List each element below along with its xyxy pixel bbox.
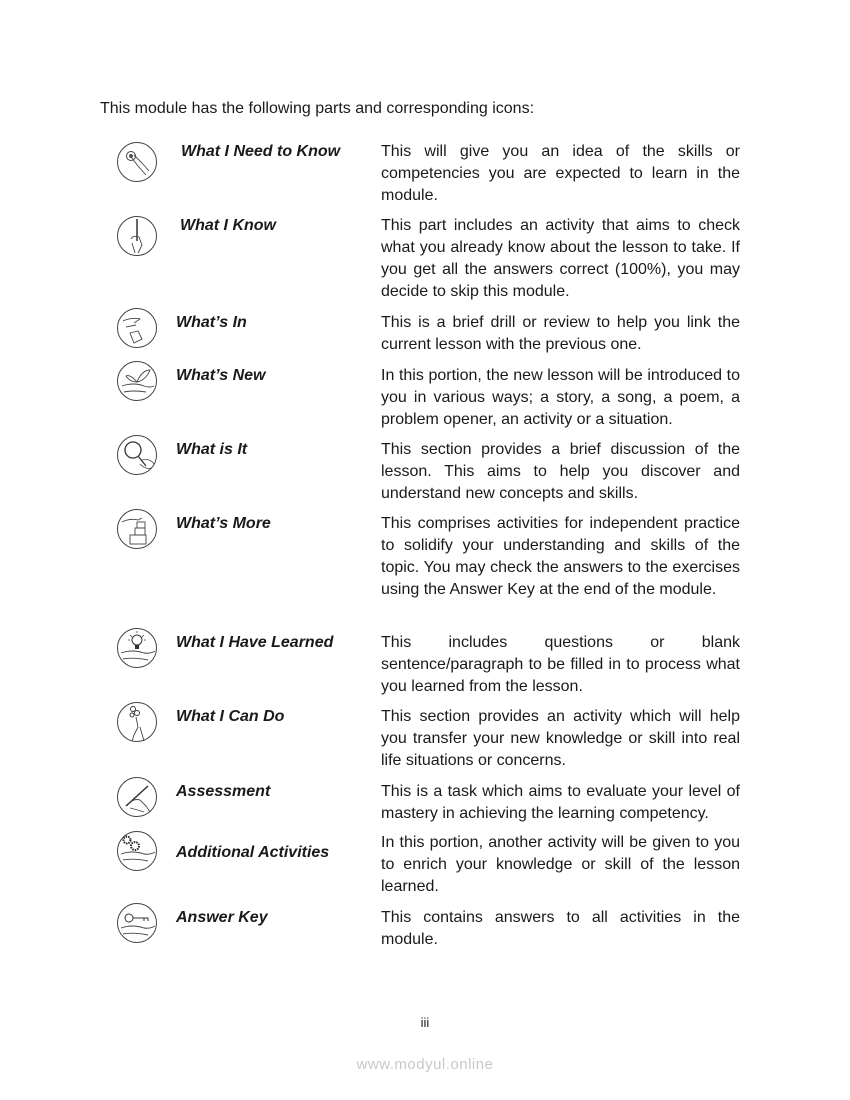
part-title: What’s New bbox=[176, 367, 266, 384]
magnifying-glass-icon bbox=[116, 434, 158, 476]
part-description: This is a task which aims to evaluate your level of mastery in achieving the learning competency. bbox=[381, 783, 740, 822]
part-description: In this portion, another activity will be given to you to enrich your knowledge or skill of the lesson learned. bbox=[381, 834, 740, 895]
part-title: What I Can Do bbox=[176, 708, 285, 725]
hand-pencil-icon bbox=[116, 215, 158, 257]
intro-text: This module has the following parts and corresponding icons: bbox=[100, 100, 535, 117]
lightbulb-hand-icon bbox=[116, 627, 158, 669]
page-number: iii bbox=[420, 1015, 430, 1030]
hand-flowers-icon bbox=[116, 701, 158, 743]
hand-pointer-icon bbox=[116, 141, 158, 183]
part-title: Assessment bbox=[176, 783, 271, 800]
part-title: What is It bbox=[176, 441, 248, 458]
part-description: This comprises activities for independent practice to solidify your understanding and skills of the topic. You may check the answers to the exercises using the Answer Key at the end of the module. bbox=[381, 515, 740, 598]
hand-sprout-icon bbox=[116, 360, 158, 402]
part-description: This is a brief drill or review to help you link the current lesson with the previous one. bbox=[381, 314, 740, 353]
hand-writing-icon bbox=[116, 776, 158, 818]
part-title: What’s More bbox=[176, 515, 271, 532]
key-hand-icon bbox=[116, 902, 158, 944]
part-title: What’s In bbox=[176, 314, 247, 331]
part-title: What I Need to Know bbox=[181, 143, 341, 160]
part-description: This will give you an idea of the skills or competencies you are expected to learn in the module. bbox=[381, 143, 740, 204]
part-title: Answer Key bbox=[176, 909, 268, 926]
part-title: What I Know bbox=[180, 217, 276, 234]
part-description: This part includes an activity that aims to check what you already know about the lesson to take. If you get all the answers correct (100%), you may decide to skip this module. bbox=[381, 217, 740, 300]
watermark-text: www.modyul.online bbox=[356, 1056, 494, 1073]
stacking-blocks-icon bbox=[116, 508, 158, 550]
gears-hand-icon bbox=[116, 830, 158, 872]
part-title: Additional Activities bbox=[176, 844, 330, 861]
part-title: What I Have Learned bbox=[176, 634, 334, 651]
part-description: This section provides a brief discussion of the lesson. This aims to help you discover and understand new concepts and skills. bbox=[381, 441, 740, 502]
hands-puzzle-icon bbox=[116, 307, 158, 349]
part-description: This section provides an activity which will help you transfer your new knowledge or skill into real life situations or concerns. bbox=[381, 708, 740, 769]
part-description: This contains answers to all activities in the module. bbox=[381, 909, 740, 948]
part-description: This includes questions or blank sentence/paragraph to be filled in to process what you learned from the lesson. bbox=[381, 634, 740, 695]
part-description: In this portion, the new lesson will be introduced to you in various ways; a story, a song, a poem, a problem opener, an activity or a situation. bbox=[381, 367, 740, 428]
